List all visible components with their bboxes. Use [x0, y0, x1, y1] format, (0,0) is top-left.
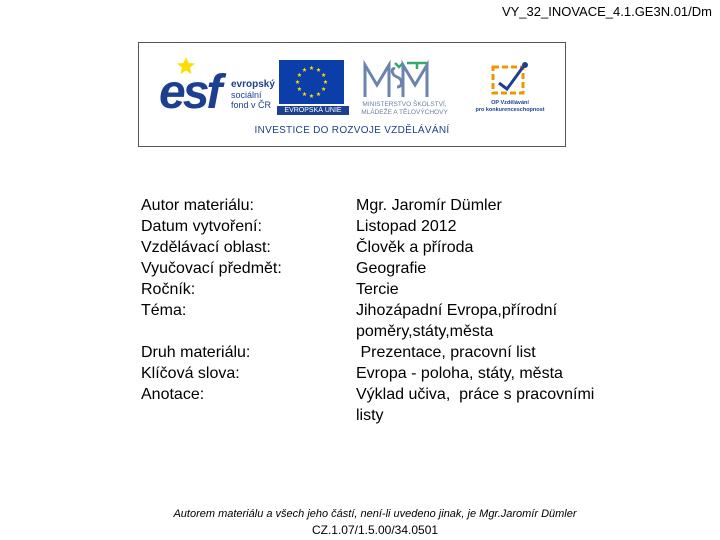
info-value: Jihozápadní Evropa,přírodní	[356, 302, 558, 319]
logo-banner	[138, 42, 566, 147]
info-label: Druh materiálu:	[141, 344, 251, 361]
info-label: Téma:	[141, 302, 187, 319]
op-mark-icon	[487, 61, 531, 97]
esf-text-line-1: evropský	[231, 79, 275, 90]
op-logo	[487, 61, 531, 102]
esf-letters: esf	[159, 66, 220, 119]
info-value: Geografie	[356, 260, 427, 277]
eu-flag-icon	[279, 60, 344, 104]
info-value: Tercie	[356, 281, 399, 298]
info-value: Evropa - poloha, státy, města	[356, 365, 563, 382]
info-label: Vyučovací předmět:	[141, 260, 282, 277]
info-value: Prezentace, pracovní list	[356, 344, 536, 361]
footer-authorship: Autorem materiálu a všech jeho částí, není-li uvedeno jinak, je Mgr.Jaromír Dümler	[173, 508, 577, 520]
info-label: Anotace:	[141, 386, 205, 403]
info-label: Datum vytvoření:	[141, 218, 262, 235]
info-label: Vzdělávací oblast:	[141, 239, 271, 256]
op-label-line-2: pro konkurenceschopnost	[475, 107, 545, 113]
esf-text-line-3: fond v ČR	[231, 100, 272, 110]
info-value-continued: listy	[356, 407, 384, 424]
info-value-continued: poměry,státy,města	[356, 323, 494, 340]
info-value: Listopad 2012	[356, 218, 457, 235]
op-label-line-1: OP Vzdělávání	[491, 100, 529, 106]
msmt-label-line-1: MINISTERSTVO ŠKOLSTVÍ,	[362, 101, 447, 108]
info-label: Klíčová slova:	[141, 365, 240, 382]
document-code: VY_32_INOVACE_4.1.GE3N.01/Dm	[501, 4, 712, 19]
msmt-label-line-2: MLÁDEŽE A TĚLOVÝCHOVY	[361, 109, 448, 116]
footer-project-code: CZ.1.07/1.5.00/34.0501	[311, 523, 439, 537]
logo-tagline: INVESTICE DO ROZVOJE VZDĚLÁVÁNÍ	[254, 125, 450, 136]
info-label: Autor materiálu:	[141, 197, 254, 214]
eu-label: EVROPSKÁ UNIE	[277, 106, 349, 115]
op-label	[475, 100, 545, 114]
msmt-logo	[361, 57, 431, 106]
info-value: Mgr. Jaromír Dümler	[356, 197, 502, 214]
info-label: Ročník:	[141, 281, 196, 298]
msmt-mark-icon	[361, 57, 431, 101]
info-value: Výklad učiva, práce s pracovními	[356, 386, 595, 403]
info-value: Člověk a příroda	[356, 239, 474, 256]
esf-text-line-2: sociální	[231, 90, 262, 100]
msmt-label	[347, 101, 462, 117]
